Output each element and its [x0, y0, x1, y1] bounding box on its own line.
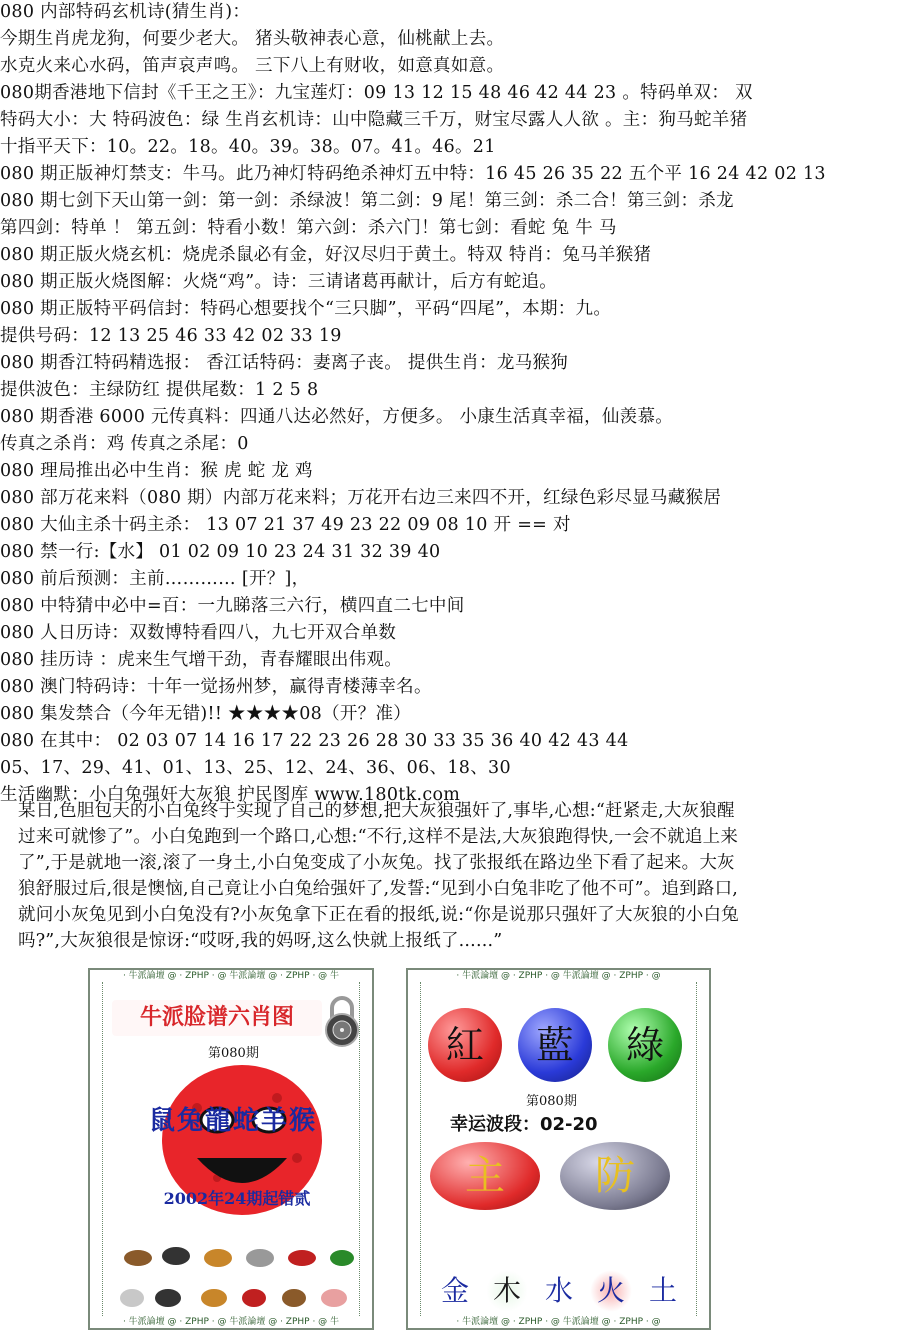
story-line: 吗?”,大灰狼很是惊讶:“哎呀,我的妈呀,这么快就上报纸了......”	[18, 931, 503, 951]
story-line: 了”,于是就地一滚,滚了一身土,小白兔变成了小灰兔。找了张报纸在路边坐下看了起来。大灰	[18, 853, 735, 873]
text-line: 080 内部特码玄机诗(猜生肖)：	[0, 2, 251, 22]
panel-border-text: · 牛派論壇 @ · ZPHP · @ 牛派論壇 @ · ZPHP · @ 牛	[122, 1317, 340, 1327]
element-wood: 木	[486, 1270, 528, 1312]
text-line: 080 大仙主杀十码主杀： 13 07 21 37 49 23 22 09 08 10 开 == 对	[0, 515, 571, 535]
text-line: 080 期香江特码精选报： 香江话特码：妻离子丧。 提供生肖：龙马猴狗	[0, 353, 569, 373]
text-line: 提供波色：主绿防红 提供尾数：1 2 5 8	[0, 380, 319, 400]
joke-story	[18, 798, 898, 960]
text-line: 080 期七剑下天山第一剑：第一剑：杀绿波！第二剑：9 尾！第三剑：杀二合！第三剑：杀龙	[0, 191, 734, 211]
text-line: 080期香港地下信封《千王之王》：九宝莲灯：09 13 12 15 48 46 42 44 23 。特码单双： 双	[0, 83, 753, 103]
text-line: 第四剑：特单 ！ 第五剑：特看小数！第六剑：杀六门！第七剑：看蛇 兔 牛 马	[0, 218, 617, 238]
zodiac-list: 鼠兔龍蛇羊猴	[148, 1106, 317, 1136]
element-water: 水	[544, 1274, 573, 1307]
panel-border-side	[359, 982, 372, 1316]
text-line: 080 期正版特平码信封：特码心想要找个“三只脚”，平码“四尾”，本期：九。	[0, 299, 612, 319]
text-line: 080 期正版神灯禁支：牛马。此乃神灯特码绝杀神灯五中特：16 45 26 35 22 五个平 16 24 42 02 13	[0, 164, 826, 184]
text-line: 080 期正版火烧玄机：烧虎杀鼠必有金，好汉尽归于黄土。特双 特肖：兔马羊猴猪	[0, 245, 652, 265]
text-line: 特码大小：大 特码波色：绿 生肖玄机诗：山中隐藏三千万，财宝尽露人人欲 。主：狗马蛇羊猪	[0, 110, 748, 130]
text-line: 080 挂历诗 ：虎来生气增干劲，青春耀眼出伟观。	[0, 650, 403, 670]
text-line: 传真之杀肖：鸡 传真之杀尾：0	[0, 434, 249, 454]
text-line: 05、17、29、41、01、13、25、12、24、36、06、18、30	[0, 758, 511, 778]
panel-inner	[420, 982, 697, 1316]
text-line: 080 前后预测：主前………… [开？]，	[0, 569, 310, 589]
issue-label: 第080期	[526, 1094, 577, 1109]
story-line: 狼舒服过后,很是懊恼,自己竟让小白兔给强奸了,发誓:“见到小白兔非吃了他不可”。追到路口,	[18, 879, 739, 899]
text-line: 生活幽默：小白兔强奸大灰狼 护民图库 www.180tk.com	[0, 785, 461, 805]
text-line: 080 中特猜中必中=百：一九睇落三六行，横四直二七中间	[0, 596, 465, 616]
text-line: 080 集发禁合（今年无错)!! ★★★★08（开？准）	[0, 704, 412, 724]
panel-subtitle: 2002年24期起错贰	[163, 1189, 311, 1208]
text-line: 080 在其中： 02 03 07 14 16 17 22 23 26 28 30 33 35 36 40 42 43 44	[0, 731, 629, 751]
element-fire: 火	[590, 1270, 632, 1312]
color-wave-panel	[406, 968, 711, 1330]
text-line: 提供号码：12 13 25 46 33 42 02 33 19	[0, 326, 342, 346]
text-line: 080 期正版火烧图解：火烧“鸡”。诗：三请诸葛再献计，后方有蛇追。	[0, 272, 558, 292]
panel-inner	[102, 982, 360, 1316]
main-oval: 主	[430, 1142, 540, 1210]
six-zodiac-face-panel	[88, 968, 374, 1330]
story-line: 某日,色胆包天的小白兔终于实现了自己的梦想,把大灰狼强奸了,事毕,心想:“赶紧走,大灰狼醒	[18, 801, 735, 821]
panel-border-text: · 牛派論壇 @ · ZPHP · @ 牛派論壇 @ · ZPHP · @	[456, 971, 661, 981]
blue-ball: 藍	[518, 1008, 592, 1082]
text-line: 080 部万花来料（080 期）内部万花来料；万花开右边三来四不开，红绿色彩尽显马藏猴居	[0, 488, 722, 508]
combination-lock-icon	[320, 994, 360, 1048]
green-ball: 綠	[608, 1008, 682, 1082]
element-earth: 土	[648, 1274, 677, 1307]
story-line: 就问小灰兔见到小白兔没有?小灰兔拿下正在看的报纸,说:“你是说那只强奸了大灰狼的小白兔	[18, 905, 739, 925]
text-line: 080 人日历诗：双数博特看四八，九七开双合单数	[0, 623, 397, 643]
text-line: 080 澳门特码诗：十年一觉扬州梦，赢得青楼薄幸名。	[0, 677, 432, 697]
text-line: 水克火来心水码，笛声哀声鸣。 三下八上有财收，如意真如意。	[0, 56, 505, 76]
text-line: 今期生肖虎龙狗，何要少老大。 猪头敬神表心意，仙桃献上去。	[0, 29, 505, 49]
text-line: 080 禁一行:【水】 01 02 09 10 23 24 31 32 39 40	[0, 542, 441, 562]
panel-border-text: · 牛派論壇 @ · ZPHP · @ 牛派論壇 @ · ZPHP · @	[456, 1317, 661, 1327]
panel-title: 牛派脸谱六肖图	[112, 1000, 322, 1036]
guard-oval: 防	[560, 1142, 670, 1210]
lucky-wave-range: 幸运波段：02-20	[450, 1114, 598, 1135]
red-ball: 紅	[428, 1008, 502, 1082]
element-metal: 金	[440, 1274, 469, 1307]
text-line: 十指平天下：10。22。18。40。39。38。07。41。46。21	[0, 137, 496, 157]
panel-border-text: · 牛派論壇 @ · ZPHP · @ 牛派論壇 @ · ZPHP · @ 牛	[122, 971, 340, 981]
zodiac-animals-icon	[110, 1240, 360, 1316]
story-line: 过来可就惨了”。小白兔跑到一个路口,心想:“不行,这样不是法,大灰狼跑得快,一会不就追上来	[18, 827, 739, 847]
text-line: 080 理局推出必中生肖：猴 虎 蛇 龙 鸡	[0, 461, 313, 481]
issue-label: 第080期	[208, 1046, 259, 1061]
panel-border-side	[696, 982, 709, 1316]
text-line: 080 期香港 6000 元传真料：四通八达必然好，方便多。 小康生活真幸福，仙羡慕。	[0, 407, 674, 427]
